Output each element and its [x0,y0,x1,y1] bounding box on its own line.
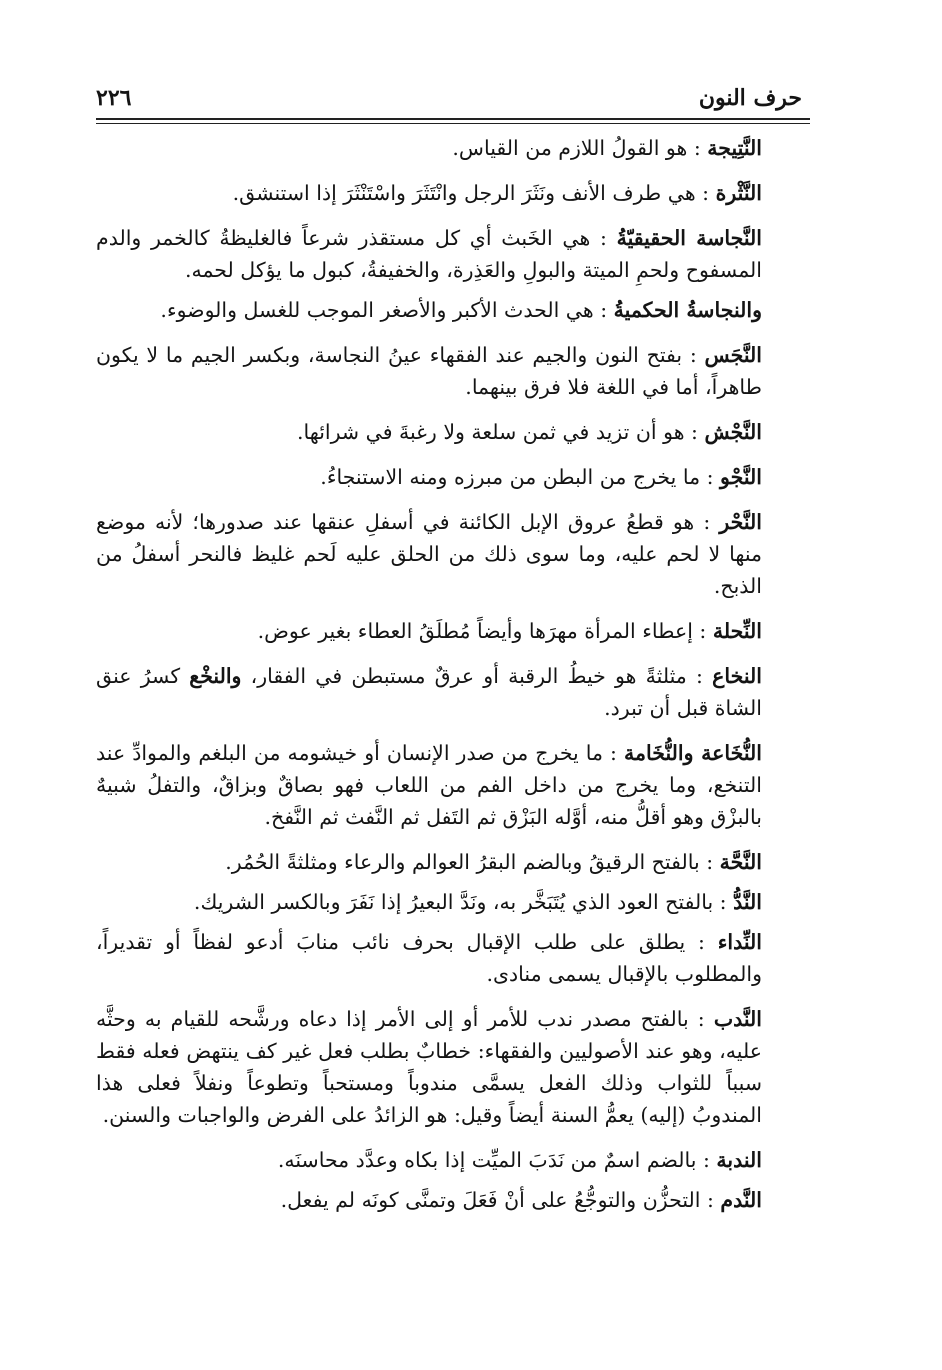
entry-najasa-hukmiya [96,294,810,326]
entry-definition: : إعطاء المرأة مهرَها وأيضاً مُطلَقُ العطاء بغير عوض. [257,619,707,643]
entry-definition: : يطلق على طلب الإقبال بحرف نائب منابَ أدعو لفظاً أو تقديراً، والمطلوب بالإقبال يسمى منادى. [96,930,762,986]
entry-definition: : بالفتح مصدر ندب للأمر أو إلى الأمر إذا دعاه ورشَّحه للقيام به وحثَّه عليه، وهو عند الأصوليين والفقهاء: خطابٌ بطلب فعل غير كف ينتهض فعله فقط سبباً للثواب وذلك الفعل يسمَّى مندوباً ومستحباً وتطوعاً ونفلاً فعلى هذا المندوبُ (إليه) يعمُّ السنة أيضاً وقيل: هو الزائدُ على الفرض والواجبات والسنن. [96,1007,762,1127]
entry-term: النَّثْرة [715,181,762,205]
entry-nadam [96,1184,810,1216]
entry-definition: : هي الخَبث أي كل مستقذر شرعاً فالغليظةُ كالخمر والدم المسفوح ولحمِ الميتة والبولِ والعَذِرة، والخفيفةُ، كبول ما يؤكل لحمه. [96,226,762,282]
entry-definition: : التحزُّن والتوجُّعُ على أنْ فَعَلَ وتمنَّى كونَه لم يفعل. [280,1188,714,1212]
entry-term: الندبة [716,1148,762,1172]
header-rule-thin [96,123,810,124]
entry-term: والنجاسةُ الحكميةُ [613,298,762,322]
page-header [96,80,802,116]
entry-najasa-haqiqiya [96,222,810,286]
entry-najw [96,461,810,493]
entry-natija [96,132,810,164]
entry-term: النِّداء [717,930,762,954]
entry-definition: : هي الحدث الأكبر والأصغر الموجب للغسل والوضوء. [160,298,608,322]
entry-nahha [96,846,810,878]
entry-nukha [96,660,810,724]
entry-nadd [96,886,810,918]
entry-definition: : ما يخرج من البطن من مبرزه ومنه الاستنجاءُ. [320,465,714,489]
entry-term: النَّجْش [704,420,762,444]
entry-nadb [96,1003,810,1131]
entry-term: النُّخَاعة والنُّخَامة [624,741,762,765]
entry-term: النَّدم [720,1188,762,1212]
entry-term: النَّجَس [704,343,762,367]
entry-nukhaa [96,737,810,833]
entry-term: النَّحَّة [719,850,762,874]
entry-term: النَّجْو [720,465,762,489]
entry-definition: : هي طرف الأنف ونَثَرَ الرجل وانْتَثَرَ واسْتَنْثَرَ إذا استنشق. [232,181,710,205]
entries-list [96,132,810,1229]
entry-term: النَّدب [713,1007,762,1031]
entry-najsh [96,416,810,448]
entry-definition: : هو قطعُ عروق الإبل الكائنة في أسفلِ عنقها عند صدورها؛ لأنه موضع منها لا لحم عليه، وما سوى ذلك من الحلق عليه لَحم غليظ فالنحر أسفلُ من الذبح. [96,510,762,598]
header-rule-thick [96,118,810,120]
entry-term: النخاع [712,664,762,688]
entry-definition: : ما يخرج من صدر الإنسان أو خيشومه من البلغم والموادِّ عند التنخع، وما يخرج من داخل الفم من اللعاب فهو بصاقٌ وبزاقٌ، والتفلُ شبيهٌ بالبزْق وهو أقلُّ منه، أوَّله البَزْق ثم التَفل ثم النَّفث ثم النَّفخ. [96,741,762,829]
entry-nahr [96,506,810,602]
entry-definition: : بالفتح الرقيقُ وبالضم البقرُ العوالم والرعاء ومثلثةً الحُمُر. [225,850,714,874]
entry-definition: : بالفتح العود الذي يُتَبَخَّر به، ونَدَّ البعيرُ إذا نَفَرَ وبالكسر الشريك. [193,890,727,914]
page-number: ٢٢٦ [96,85,132,111]
entry-term: النَّدُّ [733,890,762,914]
entry-term: النَّجاسة الحقيقيّةُ [616,226,762,250]
entry-nidaa [96,926,810,990]
entry-definition: : هو القولُ اللازم من القياس. [452,136,701,160]
entry-definition: : بالضم اسمٌ من نَدَبَ الميِّت إذا بكاه وعدَّد محاسنَه. [277,1148,710,1172]
entry-definition: : هو أن تزيد في ثمن سلعة ولا رغبةَ في شرائها. [296,420,698,444]
entry-definition-continued: كسرُ عنق الشاة قبل أن تبرد. [96,664,762,720]
entry-term: النَّتِيجة [707,136,762,160]
entry-definition: : مثلثةً هو خيطُ الرقبة أو عرقٌ مستبطن في الفقار، [250,664,703,688]
entry-term: النِّحلة [712,619,762,643]
entry-term: النَّحْر [719,510,762,534]
entry-nihla [96,615,810,647]
entry-nudba [96,1144,810,1176]
entry-inner-term: والنخْع [189,664,242,688]
entry-definition: : بفتح النون والجيم عند الفقهاء عينُ النجاسة، وبكسر الجيم ما لا يكون طاهراً، أما في اللغة فلا فرق بينهما. [96,343,762,399]
section-title: حرف النون [698,85,802,111]
entry-nathra [96,177,810,209]
entry-najas [96,339,810,403]
